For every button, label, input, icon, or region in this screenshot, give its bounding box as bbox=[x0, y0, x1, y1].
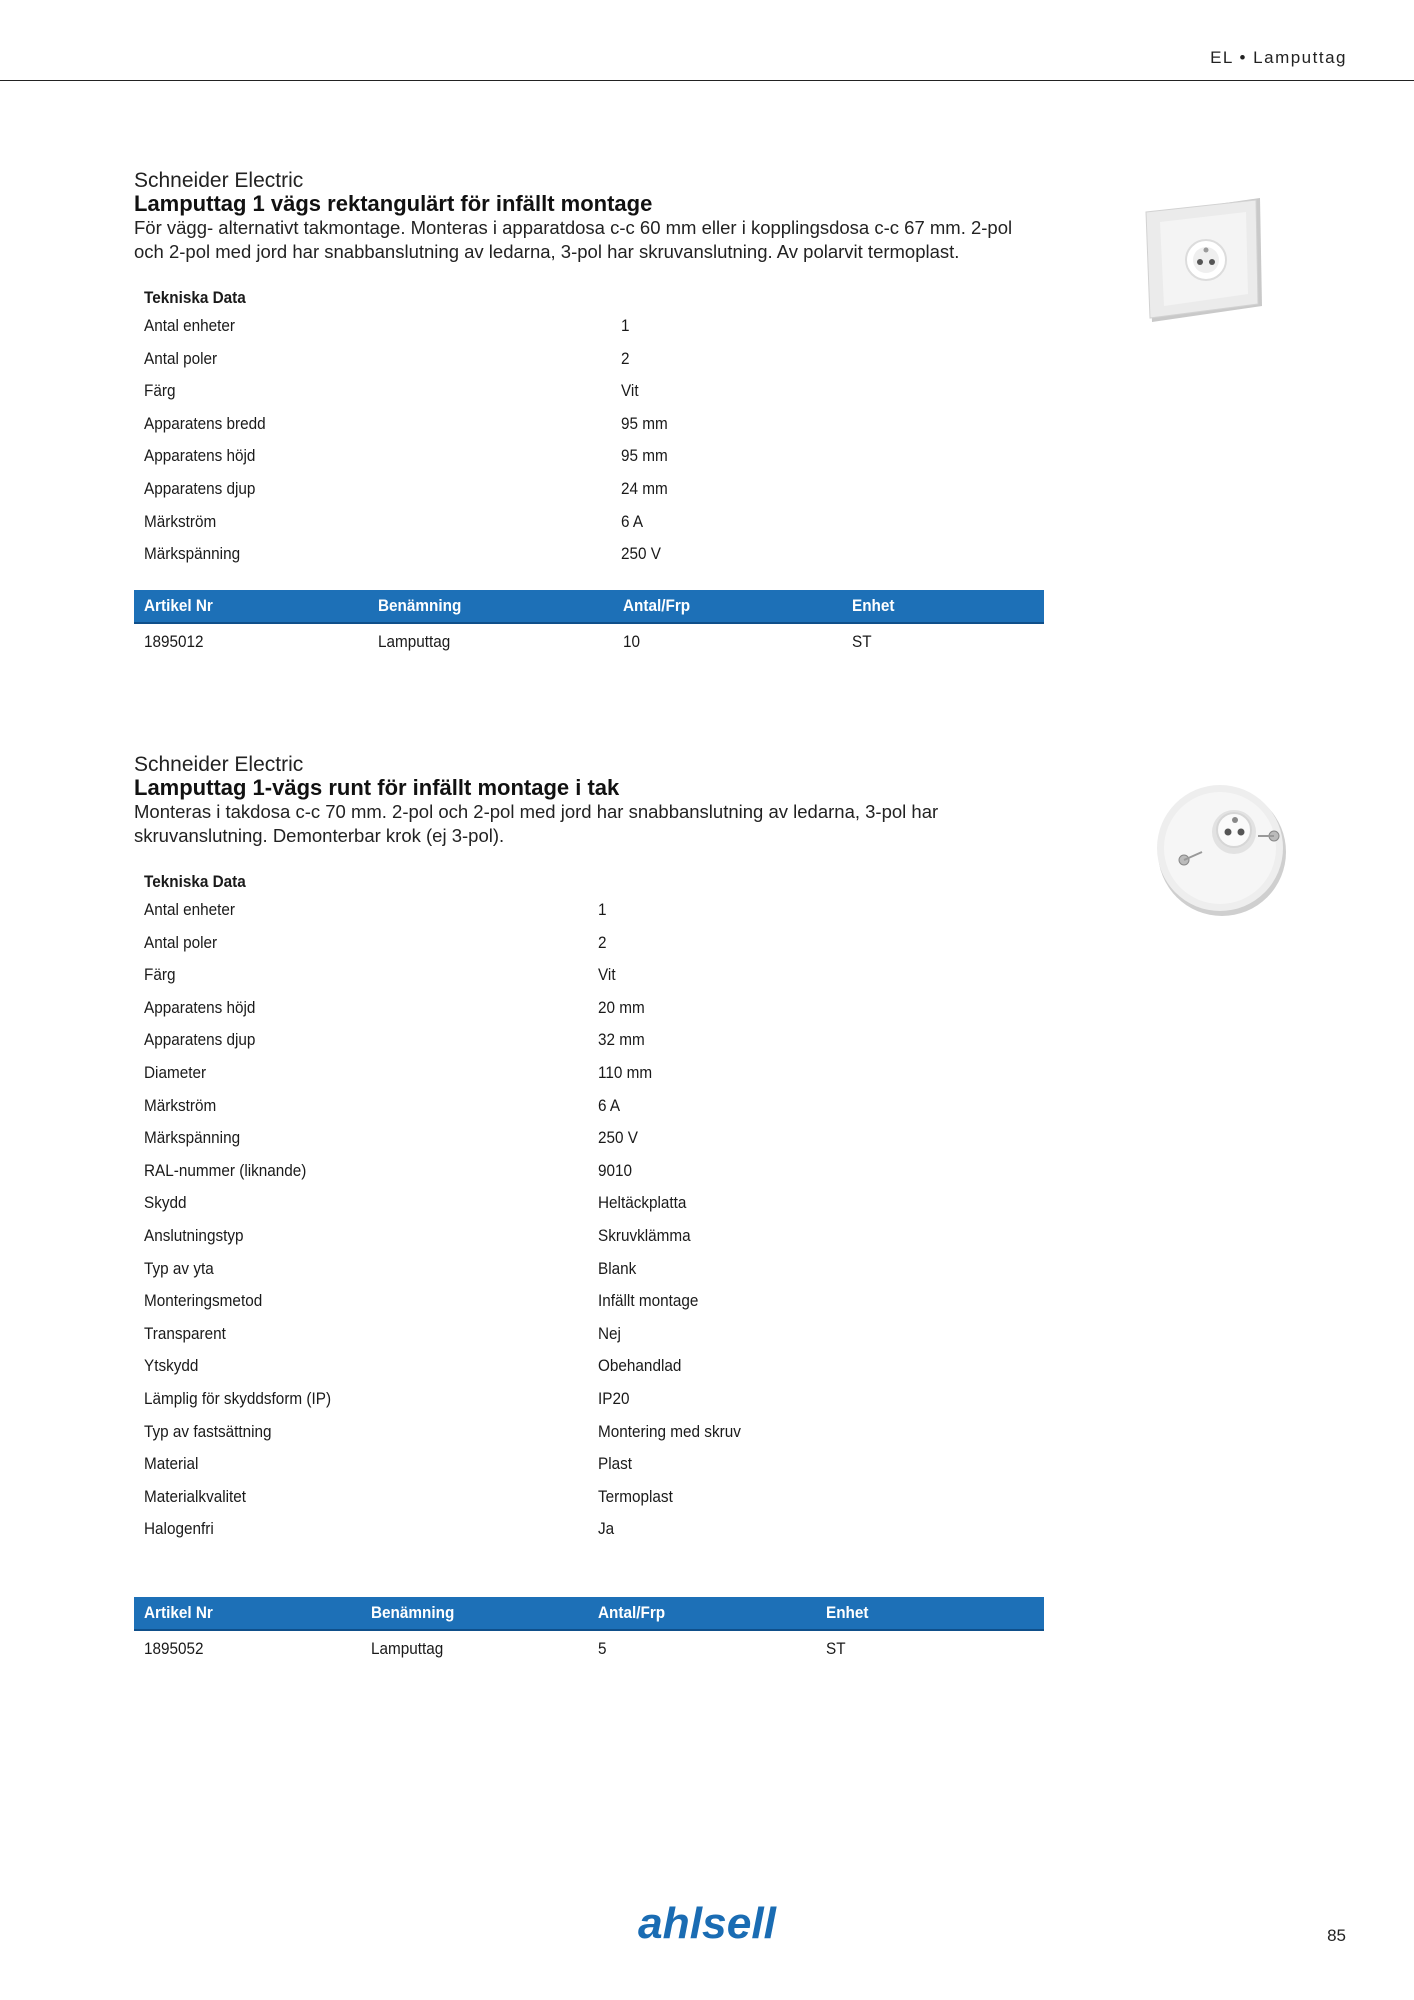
spec-value: 6 A bbox=[621, 511, 644, 531]
article-unit: ST bbox=[826, 1638, 846, 1658]
article-name: Lamputtag bbox=[371, 1638, 444, 1658]
spec-value: Vit bbox=[621, 381, 639, 401]
spec-label: Antal enheter bbox=[144, 316, 236, 335]
column-header-article: Artikel Nr bbox=[144, 595, 213, 615]
spec-heading: Tekniska Data bbox=[144, 288, 246, 307]
spec-value: 32 mm bbox=[598, 1030, 645, 1050]
spec-row bbox=[134, 343, 1044, 376]
spec-value: 6 A bbox=[598, 1095, 621, 1115]
spec-value: 2 bbox=[598, 932, 607, 952]
logo-text: ahlsell bbox=[638, 1900, 777, 1948]
spec-value: Vit bbox=[598, 965, 616, 985]
spec-value: Obehandlad bbox=[598, 1356, 682, 1376]
spec-value: Skruvklämma bbox=[598, 1225, 691, 1245]
product-brand: Schneider Electric bbox=[134, 169, 304, 192]
spec-label: Anslutningstyp bbox=[144, 1225, 244, 1245]
spec-label: Ytskydd bbox=[144, 1356, 199, 1376]
spec-row bbox=[134, 894, 1044, 927]
spec-label: Märkspänning bbox=[144, 1128, 241, 1148]
article-quantity: 10 bbox=[623, 631, 641, 651]
page-number: 85 bbox=[1327, 1926, 1346, 1945]
spec-row bbox=[134, 1383, 1044, 1416]
spec-value: Nej bbox=[598, 1323, 621, 1343]
spec-row bbox=[134, 1220, 1044, 1253]
spec-row bbox=[134, 1481, 1044, 1514]
article-number: 1895052 bbox=[144, 1638, 204, 1658]
article-name: Lamputtag bbox=[378, 631, 451, 651]
spec-row bbox=[134, 1318, 1044, 1351]
spec-label: Apparatens höjd bbox=[144, 997, 256, 1017]
spec-value: 250 V bbox=[621, 544, 661, 564]
spec-value: Termoplast bbox=[598, 1486, 673, 1506]
spec-label: Typ av yta bbox=[144, 1258, 214, 1278]
spec-label: Lämplig för skyddsform (IP) bbox=[144, 1388, 332, 1408]
round-socket-image bbox=[1150, 772, 1290, 918]
table-row bbox=[134, 1631, 1044, 1665]
spec-label: Materialkvalitet bbox=[144, 1486, 247, 1506]
spec-row bbox=[134, 1024, 1044, 1057]
spec-row bbox=[134, 506, 1044, 539]
spec-value: 1 bbox=[621, 316, 630, 335]
spec-label: Apparatens djup bbox=[144, 1030, 256, 1050]
column-header-article: Artikel Nr bbox=[144, 1602, 213, 1622]
column-header-unit: Enhet bbox=[826, 1602, 869, 1622]
spec-heading: Tekniska Data bbox=[144, 872, 246, 891]
header-divider bbox=[0, 80, 1414, 81]
spec-value: IP20 bbox=[598, 1388, 630, 1408]
spec-value: Montering med skruv bbox=[598, 1421, 741, 1441]
article-table-header bbox=[134, 590, 1044, 624]
spec-label: Märkström bbox=[144, 511, 217, 531]
spec-label: Färg bbox=[144, 965, 176, 985]
spec-label: Diameter bbox=[144, 1062, 207, 1082]
spec-row bbox=[134, 1057, 1044, 1090]
spec-value: 250 V bbox=[598, 1128, 638, 1148]
spec-row bbox=[134, 1155, 1044, 1188]
spec-label: Transparent bbox=[144, 1323, 226, 1343]
column-header-name: Benämning bbox=[378, 595, 462, 615]
spec-label: Apparatens höjd bbox=[144, 446, 256, 466]
spec-label: Apparatens bredd bbox=[144, 413, 266, 433]
spec-value: Ja bbox=[598, 1519, 615, 1539]
spec-label: Antal poler bbox=[144, 348, 218, 368]
spec-row bbox=[134, 1513, 1044, 1546]
column-header-quantity: Antal/Frp bbox=[598, 1602, 666, 1622]
spec-label: Skydd bbox=[144, 1193, 187, 1213]
square-socket-image bbox=[1130, 188, 1270, 330]
spec-value: Infällt montage bbox=[598, 1291, 699, 1311]
spec-label: Halogenfri bbox=[144, 1519, 214, 1539]
article-quantity: 5 bbox=[598, 1638, 607, 1658]
spec-row bbox=[134, 1350, 1044, 1383]
table-row bbox=[134, 624, 1044, 658]
spec-label: Monteringsmetod bbox=[144, 1291, 263, 1311]
product-description: För vägg- alternativt takmontage. Monteras i apparatdosa c-c 60 mm eller i kopplingsdosa c-c 67 mm. 2-pol och 2-pol med jord har snabbanslutning av ledarna, 3-pol har skruvanslutning. Av polarvit termoplast. bbox=[134, 217, 1013, 262]
spec-row bbox=[134, 408, 1044, 441]
spec-label: Material bbox=[144, 1454, 199, 1474]
spec-label: RAL-nummer (liknande) bbox=[144, 1160, 307, 1180]
ahlsell-logo bbox=[634, 1900, 780, 1948]
spec-value: 95 mm bbox=[621, 413, 668, 433]
spec-row bbox=[134, 1448, 1044, 1481]
spec-row bbox=[134, 375, 1044, 408]
spec-row bbox=[134, 1416, 1044, 1449]
article-table bbox=[134, 1597, 1044, 1665]
spec-value: Blank bbox=[598, 1258, 637, 1278]
article-unit: ST bbox=[852, 631, 872, 651]
spec-list bbox=[134, 894, 1044, 1546]
spec-label: Märkström bbox=[144, 1095, 217, 1115]
spec-row bbox=[134, 538, 1044, 571]
spec-label: Färg bbox=[144, 381, 176, 401]
column-header-unit: Enhet bbox=[852, 595, 895, 615]
spec-row bbox=[134, 440, 1044, 473]
spec-row bbox=[134, 310, 1044, 343]
article-table-header bbox=[134, 1597, 1044, 1631]
product-title: Lamputtag 1 vägs rektangulärt för infällt montage bbox=[134, 191, 653, 216]
spec-value: Plast bbox=[598, 1454, 633, 1474]
article-number: 1895012 bbox=[144, 631, 204, 651]
spec-value: 110 mm bbox=[598, 1062, 653, 1082]
spec-row bbox=[134, 1187, 1044, 1220]
product-description: Monteras i takdosa c-c 70 mm. 2-pol och 2-pol med jord har snabbanslutning av ledarna, 3-pol har skruvanslutning. Demonterbar krok (ej 3-pol). bbox=[134, 801, 939, 846]
spec-row bbox=[134, 927, 1044, 960]
spec-row bbox=[134, 1122, 1044, 1155]
spec-value: 1 bbox=[598, 900, 607, 919]
spec-label: Antal poler bbox=[144, 932, 218, 952]
spec-value: 2 bbox=[621, 348, 630, 368]
spec-row bbox=[134, 992, 1044, 1025]
spec-value: 20 mm bbox=[598, 997, 645, 1017]
spec-value: 24 mm bbox=[621, 478, 668, 498]
spec-label: Apparatens djup bbox=[144, 478, 256, 498]
article-table bbox=[134, 590, 1044, 658]
spec-value: 9010 bbox=[598, 1160, 633, 1180]
spec-row bbox=[134, 1253, 1044, 1286]
spec-row bbox=[134, 1090, 1044, 1123]
product-brand: Schneider Electric bbox=[134, 753, 304, 776]
column-header-quantity: Antal/Frp bbox=[623, 595, 691, 615]
product-2 bbox=[134, 754, 1044, 1665]
product-title: Lamputtag 1-vägs runt för infällt montage i tak bbox=[134, 775, 620, 800]
spec-label: Antal enheter bbox=[144, 900, 236, 919]
spec-row bbox=[134, 959, 1044, 992]
spec-list bbox=[134, 310, 1044, 571]
spec-label: Märkspänning bbox=[144, 544, 241, 564]
product-1 bbox=[134, 170, 1044, 658]
spec-row bbox=[134, 473, 1044, 506]
column-header-name: Benämning bbox=[371, 1602, 455, 1622]
spec-row bbox=[134, 1285, 1044, 1318]
spec-label: Typ av fastsättning bbox=[144, 1421, 272, 1441]
spec-value: 95 mm bbox=[621, 446, 668, 466]
spec-value: Heltäckplatta bbox=[598, 1193, 687, 1213]
category-header: EL • Lamputtag bbox=[1210, 48, 1347, 67]
